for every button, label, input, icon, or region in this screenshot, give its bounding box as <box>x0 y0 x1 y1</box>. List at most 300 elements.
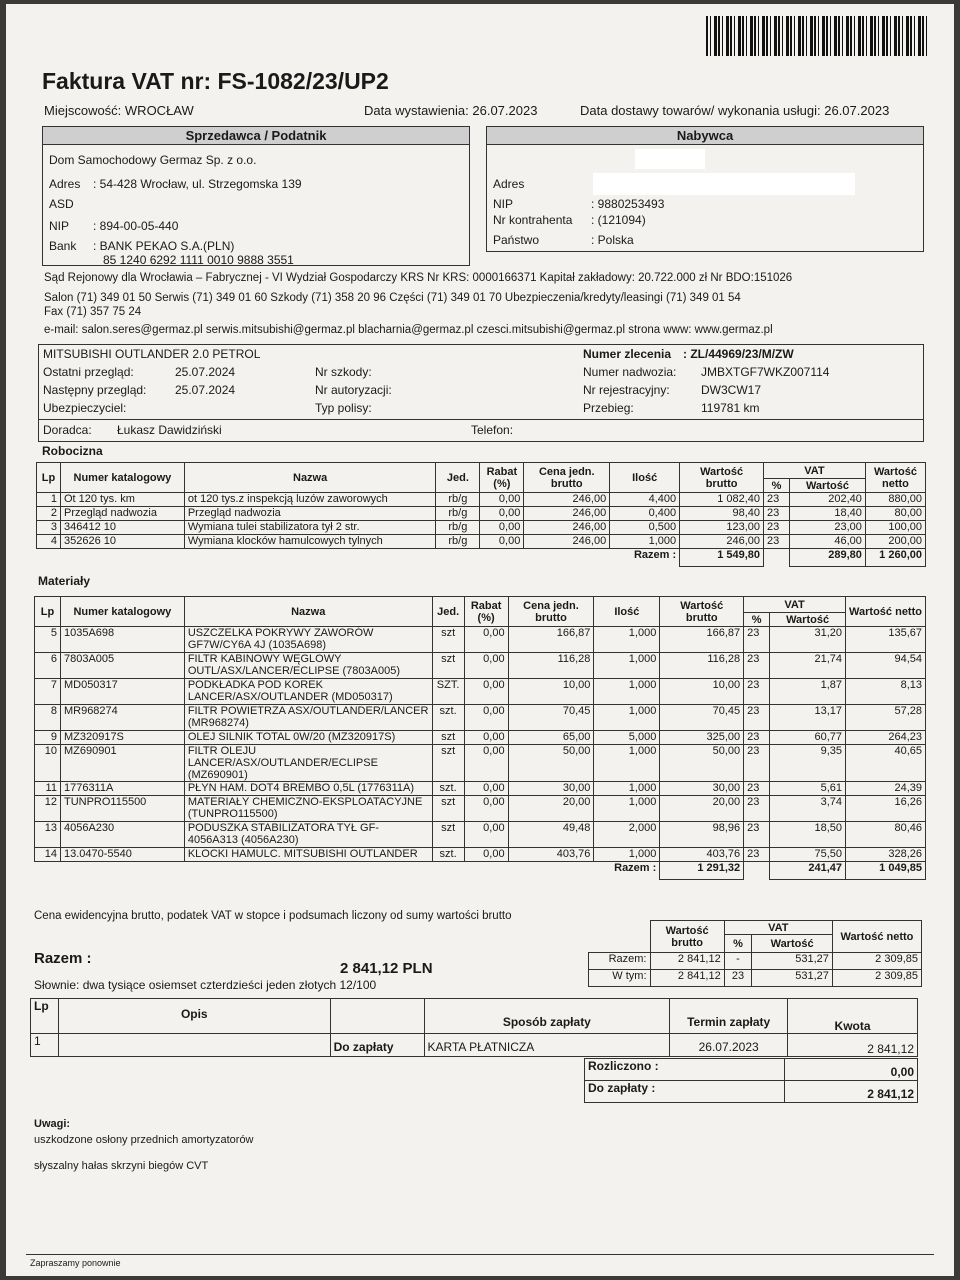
row-vat-value: 75,50 <box>770 848 846 862</box>
summary-row <box>589 970 922 987</box>
row-vat-pct: 23 <box>744 822 770 848</box>
mileage-label: Przebieg: <box>583 401 634 415</box>
row-unit: szt <box>432 822 464 848</box>
col-vat-pct: % <box>744 613 770 627</box>
col-name: Nazwa <box>184 463 436 493</box>
row-vat-value: 46,00 <box>790 535 866 549</box>
row-discount: 0,00 <box>464 848 508 862</box>
row-lp: 5 <box>35 627 61 653</box>
sum-col-vat-value: Wartość <box>752 935 833 953</box>
row-unit: szt <box>432 745 464 782</box>
row-lp: 4 <box>37 535 61 549</box>
total-gross: 1 291,32 <box>660 862 744 880</box>
col-qty: Ilość <box>610 463 680 493</box>
notes-title: Uwagi: <box>34 1118 71 1130</box>
row-vat-value: 60,77 <box>770 731 846 745</box>
row-unit-price: 166,87 <box>508 627 594 653</box>
table-row <box>37 521 926 535</box>
buyer-box <box>486 126 924 252</box>
row-catalog: MD050317 <box>60 679 184 705</box>
delivery-date: Data dostawy towarów/ wykonania usługi: 26.07.2023 <box>580 103 890 118</box>
row-catalog: 346412 10 <box>60 521 184 535</box>
row-catalog: 352626 10 <box>60 535 184 549</box>
summary-label: Razem: <box>589 953 651 970</box>
row-name: KLOCKI HAMULC. MITSUBISHI OUTLANDER <box>184 848 432 862</box>
row-net: 80,46 <box>846 822 926 848</box>
row-net: 24,39 <box>846 782 926 796</box>
seller-bank-label: Bank <box>49 239 77 253</box>
col-vat-value: Wartość <box>790 479 866 493</box>
row-gross: 20,00 <box>660 796 744 822</box>
row-vat-value: 23,00 <box>790 521 866 535</box>
row-discount: 0,00 <box>464 822 508 848</box>
phones: Salon (71) 349 01 50 Serwis (71) 349 01 60 Szkody (71) 358 20 96 Części (71) 349 01 70 Ubezpieczenia/kredyty/leasingi (71) 349 01 54 <box>44 292 741 304</box>
row-vat-value: 202,40 <box>790 493 866 507</box>
labour-table <box>36 462 926 567</box>
table-row <box>35 705 926 731</box>
row-gross: 50,00 <box>660 745 744 782</box>
summary-row <box>589 953 922 970</box>
redaction <box>593 173 855 195</box>
row-unit: szt <box>432 653 464 679</box>
row-net: 57,28 <box>846 705 926 731</box>
row-catalog: Przegląd nadwozia <box>60 507 184 521</box>
total-vat: 241,47 <box>770 862 846 880</box>
row-gross: 246,00 <box>680 535 764 549</box>
row-name: PODUSZKA STABILIZATORA TYŁ GF-4056A313 (4056A230) <box>184 822 432 848</box>
pay-col-desc: Opis <box>58 999 330 1034</box>
row-unit: szt <box>432 731 464 745</box>
row-gross: 30,00 <box>660 782 744 796</box>
row-lp: 7 <box>35 679 61 705</box>
table-row <box>35 848 926 862</box>
summary-gross: 2 841,12 <box>650 953 724 970</box>
col-lp: Lp <box>35 597 61 627</box>
row-vat-pct: 23 <box>764 507 790 521</box>
row-vat-value: 9,35 <box>770 745 846 782</box>
buyer-address-label: Adres <box>493 177 525 191</box>
row-net: 16,26 <box>846 796 926 822</box>
buyer-nip-label: NIP <box>493 197 514 211</box>
row-name: ot 120 tys.z inspekcją luzów zaworowych <box>184 493 436 507</box>
row-lp: 11 <box>35 782 61 796</box>
policy-label: Typ polisy: <box>315 401 372 415</box>
row-qty: 1,000 <box>594 705 660 731</box>
row-unit: szt. <box>432 848 464 862</box>
row-discount: 0,00 <box>464 627 508 653</box>
row-lp: 2 <box>37 507 61 521</box>
row-discount: 0,00 <box>480 493 524 507</box>
advisor: Łukasz Dawidziński <box>117 423 222 437</box>
seller-account: 85 1240 6292 1111 0010 9888 3551 <box>103 253 294 267</box>
redaction <box>635 149 705 169</box>
row-unit-price: 50,00 <box>508 745 594 782</box>
row-qty: 1,000 <box>594 796 660 822</box>
row-qty: 2,000 <box>594 822 660 848</box>
row-unit-price: 403,76 <box>508 848 594 862</box>
row-name: FILTR KABINOWY WĘGLOWY OUTL/ASX/LANCER/ECLIPSE (7803A005) <box>184 653 432 679</box>
total-row <box>35 862 926 880</box>
col-unit: Jed. <box>436 463 480 493</box>
row-vat-value: 18,40 <box>790 507 866 521</box>
vehicle-model: MITSUBISHI OUTLANDER 2.0 PETROL <box>43 347 261 361</box>
table-row <box>35 679 926 705</box>
table-row <box>35 731 926 745</box>
row-name: MATERIAŁY CHEMICZNO-EKSPLOATACYJNE (TUNPRO115500) <box>184 796 432 822</box>
total-label: Razem : <box>633 549 677 561</box>
row-qty: 1,000 <box>594 848 660 862</box>
row-vat-value: 31,20 <box>770 627 846 653</box>
row-net: 40,65 <box>846 745 926 782</box>
row-vat-value: 13,17 <box>770 705 846 731</box>
row-discount: 0,00 <box>464 731 508 745</box>
col-catalog: Numer katalogowy <box>60 463 184 493</box>
row-lp: 10 <box>35 745 61 782</box>
summary-vat: 531,27 <box>752 953 833 970</box>
row-vat-pct: 23 <box>744 627 770 653</box>
row-unit: szt <box>432 627 464 653</box>
row-discount: 0,00 <box>480 521 524 535</box>
col-gross: Wartość brutto <box>680 463 764 493</box>
row-unit-price: 246,00 <box>524 493 610 507</box>
sum-col-pct: % <box>724 935 752 953</box>
to-pay-value: 2 841,12 <box>785 1081 918 1103</box>
summary-gross: 2 841,12 <box>650 970 724 987</box>
row-catalog: MR968274 <box>60 705 184 731</box>
issue-date: Data wystawienia: 26.07.2023 <box>364 103 538 118</box>
row-qty: 1,000 <box>594 653 660 679</box>
col-catalog: Numer katalogowy <box>60 597 184 627</box>
summary-net: 2 309,85 <box>832 953 921 970</box>
seller-box <box>42 126 470 266</box>
row-gross: 116,28 <box>660 653 744 679</box>
row-vat-pct: 23 <box>744 848 770 862</box>
row-vat-value: 1,87 <box>770 679 846 705</box>
row-unit: rb/g <box>436 493 480 507</box>
table-row <box>37 493 926 507</box>
materials-title: Materiały <box>38 574 91 588</box>
col-vat: VAT <box>744 597 846 613</box>
seller-nip-label: NIP <box>49 219 70 233</box>
row-net: 328,26 <box>846 848 926 862</box>
advisor-label: Doradca: <box>43 423 92 437</box>
row-catalog: 4056A230 <box>60 822 184 848</box>
pay-deadline: 26.07.2023 <box>670 1034 788 1057</box>
next-review-label: Następny przegląd: <box>43 383 147 397</box>
next-review: 25.07.2024 <box>175 383 236 397</box>
row-name: USZCZELKA POKRYWY ZAWORÓW GF7W/CY6A 4J (1035A698) <box>184 627 432 653</box>
seller-title: Sprzedawca / Podatnik <box>43 127 469 145</box>
row-net: 100,00 <box>865 521 925 535</box>
total-vat: 289,80 <box>790 549 866 567</box>
row-catalog: 7803A005 <box>60 653 184 679</box>
sum-col-vat: VAT <box>724 921 832 935</box>
col-discount: Rabat (%) <box>480 463 524 493</box>
row-lp: 8 <box>35 705 61 731</box>
auth-label: Nr autoryzacji: <box>315 383 392 397</box>
row-lp: 12 <box>35 796 61 822</box>
col-unit-price: Cena jedn. brutto <box>524 463 610 493</box>
buyer-country: : Polska <box>591 233 634 247</box>
table-row <box>37 507 926 521</box>
summary-label: W tym: <box>589 970 651 987</box>
place: Miejscowość: WROCŁAW <box>44 103 194 118</box>
row-gross: 10,00 <box>660 679 744 705</box>
row-catalog: MZ320917S <box>60 731 184 745</box>
row-vat-value: 5,61 <box>770 782 846 796</box>
row-unit-price: 70,45 <box>508 705 594 731</box>
row-name: FILTR OLEJU LANCER/ASX/OUTLANDER/ECLIPSE (MZ690901) <box>184 745 432 782</box>
row-lp: 6 <box>35 653 61 679</box>
row-unit: szt. <box>432 705 464 731</box>
col-lp: Lp <box>37 463 61 493</box>
seller-name: Dom Samochodowy Germaz Sp. z o.o. <box>49 153 257 167</box>
total-net: 1 260,00 <box>865 549 925 567</box>
row-vat-pct: 23 <box>744 782 770 796</box>
pay-row-lp: 1 <box>31 1034 59 1057</box>
row-name: PŁYN HAM. DOT4 BREMBO 0,5L (1776311A) <box>184 782 432 796</box>
row-unit: szt <box>432 796 464 822</box>
col-name: Nazwa <box>184 597 432 627</box>
last-review-label: Ostatni przegląd: <box>43 365 134 379</box>
to-pay-label: Do zapłaty : <box>585 1081 785 1103</box>
row-unit-price: 49,48 <box>508 822 594 848</box>
table-row <box>35 796 926 822</box>
pay-amount: 2 841,12 <box>788 1034 918 1057</box>
buyer-nip: : 9880253493 <box>591 197 665 211</box>
row-unit: rb/g <box>436 535 480 549</box>
summary-pct: 23 <box>724 970 752 987</box>
row-catalog: 1035A698 <box>60 627 184 653</box>
price-note: Cena ewidencyjna brutto, podatek VAT w stopce i podsumach liczony od sumy wartości brutto <box>34 910 512 922</box>
vin: JMBXTGF7WKZ007114 <box>701 365 830 379</box>
row-unit-price: 65,00 <box>508 731 594 745</box>
row-name: PODKŁADKA POD KOREK LANCER/ASX/OUTLANDER (MD050317) <box>184 679 432 705</box>
row-unit-price: 246,00 <box>524 507 610 521</box>
row-vat-pct: 23 <box>744 679 770 705</box>
row-lp: 13 <box>35 822 61 848</box>
settlement-table <box>584 1058 918 1103</box>
row-qty: 0,500 <box>610 521 680 535</box>
row-name: OLEJ SILNIK TOTAL 0W/20 (MZ320917S) <box>184 731 432 745</box>
col-gross: Wartość brutto <box>660 597 744 627</box>
row-net: 264,23 <box>846 731 926 745</box>
row-discount: 0,00 <box>464 653 508 679</box>
table-row <box>37 535 926 549</box>
row-vat-pct: 23 <box>764 535 790 549</box>
col-vat-pct: % <box>764 479 790 493</box>
summary-vat: 531,27 <box>752 970 833 987</box>
row-gross: 123,00 <box>680 521 764 535</box>
row-gross: 98,40 <box>680 507 764 521</box>
fax: Fax (71) 357 75 24 <box>44 306 142 318</box>
order-number: : ZL/44969/23/M/ZW <box>683 347 794 361</box>
col-qty: Ilość <box>594 597 660 627</box>
reg: DW3CW17 <box>701 383 762 397</box>
buyer-contractor: : (121094) <box>591 213 646 227</box>
total-words: Słownie: dwa tysiące osiemset czterdzieści jeden złotych 12/100 <box>34 978 377 992</box>
row-gross: 166,87 <box>660 627 744 653</box>
payment-table <box>30 998 918 1057</box>
mileage: 119781 km <box>701 401 760 415</box>
invoice-title: Faktura VAT nr: FS-1082/23/UP2 <box>42 68 389 94</box>
row-unit-price: 246,00 <box>524 521 610 535</box>
buyer-title: Nabywca <box>487 127 923 145</box>
row-unit: szt. <box>432 782 464 796</box>
row-qty: 0,400 <box>610 507 680 521</box>
notes-line-2: słyszalny hałas skrzyni biegów CVT <box>34 1160 209 1172</box>
row-gross: 403,76 <box>660 848 744 862</box>
row-unit: SZT. <box>432 679 464 705</box>
footer-invite: Zapraszamy ponownie <box>30 1258 121 1268</box>
row-gross: 1 082,40 <box>680 493 764 507</box>
row-net: 135,67 <box>846 627 926 653</box>
reg-label: Nr rejestracyjny: <box>583 383 670 397</box>
row-lp: 14 <box>35 848 61 862</box>
row-vat-value: 18,50 <box>770 822 846 848</box>
row-qty: 1,000 <box>594 679 660 705</box>
row-discount: 0,00 <box>464 705 508 731</box>
col-vat: VAT <box>764 463 866 479</box>
row-unit-price: 20,00 <box>508 796 594 822</box>
row-vat-pct: 23 <box>744 705 770 731</box>
row-net: 200,00 <box>865 535 925 549</box>
row-qty: 1,000 <box>594 745 660 782</box>
summary-pct: - <box>724 953 752 970</box>
summary-net: 2 309,85 <box>832 970 921 987</box>
row-catalog: MZ690901 <box>60 745 184 782</box>
buyer-contractor-label: Nr kontrahenta <box>493 213 573 227</box>
row-vat-pct: 23 <box>764 521 790 535</box>
row-qty: 1,000 <box>594 782 660 796</box>
row-net: 80,00 <box>865 507 925 521</box>
barcode <box>706 16 928 56</box>
pay-method: KARTA PŁATNICZA <box>424 1034 670 1057</box>
table-row <box>35 782 926 796</box>
notes-line-1: uszkodzone osłony przednich amortyzatorów <box>34 1134 254 1146</box>
row-catalog: 13.0470-5540 <box>60 848 184 862</box>
row-unit-price: 30,00 <box>508 782 594 796</box>
seller-bank: : BANK PEKAO S.A.(PLN) <box>93 239 235 253</box>
col-unit: Jed. <box>432 597 464 627</box>
order-label: Numer zlecenia <box>583 347 672 361</box>
row-catalog: 1776311A <box>60 782 184 796</box>
pay-due-label: Do zapłaty <box>330 1034 424 1057</box>
row-qty: 1,000 <box>610 535 680 549</box>
row-qty: 1,000 <box>594 627 660 653</box>
pay-col-deadline: Termin zapłaty <box>670 999 788 1034</box>
materials-table <box>34 596 926 880</box>
buyer-country-label: Państwo <box>493 233 540 247</box>
row-vat-pct: 23 <box>744 653 770 679</box>
seller-address: : 54-428 Wrocław, ul. Strzegomska 139 <box>93 177 302 191</box>
emails: e-mail: salon.seres@germaz.pl serwis.mitsubishi@germaz.pl blacharnia@germaz.pl czesci.mitsubishi@germaz.pl strona www: www.germaz.pl <box>44 324 773 336</box>
col-unit-price: Cena jedn. brutto <box>508 597 594 627</box>
row-unit: rb/g <box>436 521 480 535</box>
pay-col-amount: Kwota <box>788 999 918 1034</box>
row-vat-pct: 23 <box>744 731 770 745</box>
summary-table <box>588 920 922 987</box>
seller-nip: : 894-00-05-440 <box>93 219 179 233</box>
row-vat-value: 3,74 <box>770 796 846 822</box>
row-vat-pct: 23 <box>744 796 770 822</box>
settled-label: Rozliczono : <box>585 1059 785 1081</box>
settled-value: 0,00 <box>785 1059 918 1081</box>
labour-title: Robocizna <box>42 444 103 458</box>
court-info: Sąd Rejonowy dla Wrocławia – Fabrycznej - VI Wydział Gospodarczy KRS Nr KRS: 0000166371 Kapitał zakładowy: 20.722.000 zł Nr BDO:151026 <box>44 272 793 284</box>
row-discount: 0,00 <box>464 796 508 822</box>
sum-col-net: Wartość netto <box>832 921 921 953</box>
row-gross: 70,45 <box>660 705 744 731</box>
row-discount: 0,00 <box>480 507 524 521</box>
row-name: Wymiana klocków hamulcowych tylnych <box>184 535 436 549</box>
total-amount: 2 841,12 PLN <box>340 960 433 977</box>
total-row <box>37 549 926 567</box>
row-catalog: TUNPRO115500 <box>60 796 184 822</box>
row-discount: 0,00 <box>480 535 524 549</box>
total-net: 1 049,85 <box>846 862 926 880</box>
last-review: 25.07.2024 <box>175 365 236 379</box>
row-vat-value: 21,74 <box>770 653 846 679</box>
row-discount: 0,00 <box>464 679 508 705</box>
sum-col-gross: Wartość brutto <box>650 921 724 953</box>
col-net: Wartość netto <box>865 463 925 493</box>
total-label: Razem : <box>34 950 92 967</box>
total-label: Razem : <box>614 862 657 874</box>
vin-label: Numer nadwozia: <box>583 365 677 379</box>
col-net: Wartość netto <box>846 597 926 627</box>
row-net: 94,54 <box>846 653 926 679</box>
row-name: FILTR POWIETRZA ASX/OUTLANDER/LANCER (MR968274) <box>184 705 432 731</box>
row-name: Wymiana tulei stabilizatora tył 2 str. <box>184 521 436 535</box>
row-vat-pct: 23 <box>744 745 770 782</box>
insurer-label: Ubezpieczyciel: <box>43 401 127 415</box>
row-unit-price: 246,00 <box>524 535 610 549</box>
col-discount: Rabat (%) <box>464 597 508 627</box>
col-vat-value: Wartość <box>770 613 846 627</box>
invoice-page <box>6 4 954 1276</box>
table-row <box>35 745 926 782</box>
seller-address-label: Adres <box>49 177 81 191</box>
row-vat-pct: 23 <box>764 493 790 507</box>
row-unit-price: 116,28 <box>508 653 594 679</box>
row-catalog: Ot 120 tys. km <box>60 493 184 507</box>
seller-asd: ASD <box>49 197 74 211</box>
row-qty: 4,400 <box>610 493 680 507</box>
row-qty: 5,000 <box>594 731 660 745</box>
row-unit-price: 10,00 <box>508 679 594 705</box>
row-lp: 3 <box>37 521 61 535</box>
row-gross: 98,96 <box>660 822 744 848</box>
table-row <box>35 653 926 679</box>
row-discount: 0,00 <box>464 745 508 782</box>
row-net: 8,13 <box>846 679 926 705</box>
row-unit: rb/g <box>436 507 480 521</box>
row-lp: 9 <box>35 731 61 745</box>
total-gross: 1 549,80 <box>680 549 764 567</box>
row-name: Przegląd nadwozia <box>184 507 436 521</box>
phone-label: Telefon: <box>471 423 514 437</box>
row-lp: 1 <box>37 493 61 507</box>
table-row <box>35 822 926 848</box>
damage-label: Nr szkody: <box>315 365 372 379</box>
vehicle-box <box>38 344 924 442</box>
row-net: 880,00 <box>865 493 925 507</box>
row-discount: 0,00 <box>464 782 508 796</box>
row-gross: 325,00 <box>660 731 744 745</box>
pay-col-method: Sposób zapłaty <box>424 999 670 1034</box>
pay-col-lp: Lp <box>31 999 59 1034</box>
